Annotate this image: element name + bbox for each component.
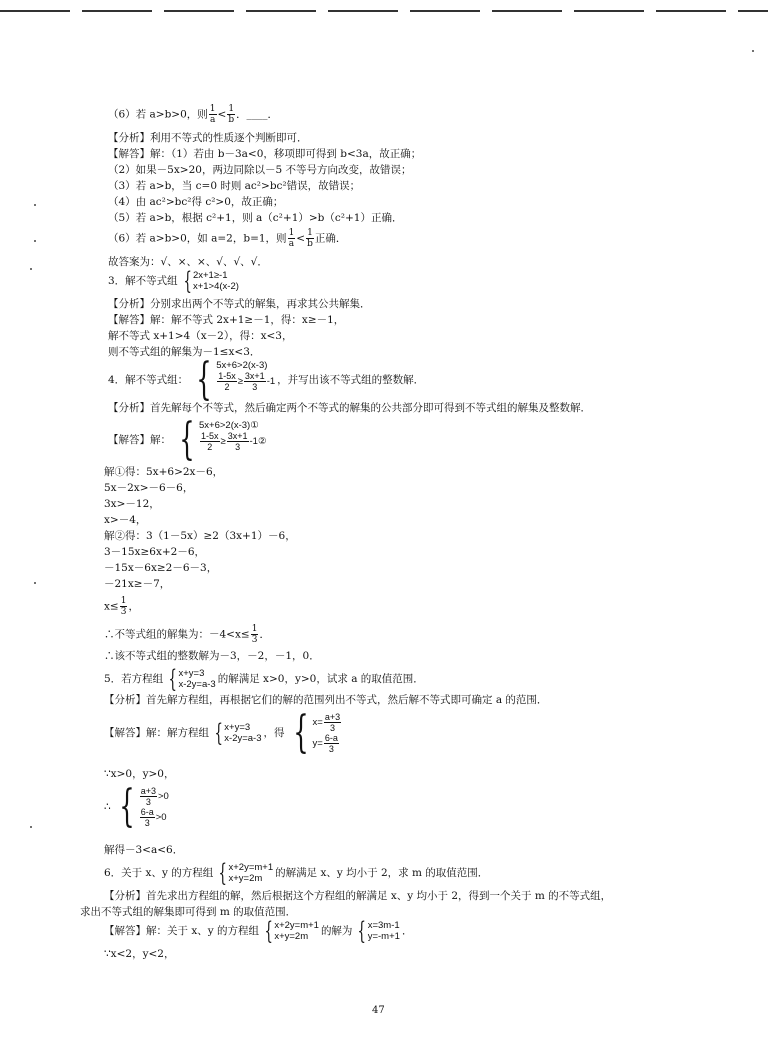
analysis-line: 【分析】分别求出两个不等式的解集，再求其公共解集． (108, 298, 371, 310)
equation-system: { x+y=3 x-2y=a-3 (168, 665, 216, 693)
text-line: ∴该不等式组的整数解为－3，－2，－1，0． (104, 650, 320, 662)
fraction: $\frac{1}{b}$ (228, 104, 235, 125)
inequality-system: { 2x+1≥-1 x+1>4(x-2) (183, 267, 239, 295)
scan-speck (34, 204, 36, 206)
text-line: x≤ $\frac{1}{3}$ ， (104, 596, 139, 617)
text-line: 解不等式 x+1>4（x－2），得：x<3， (108, 330, 293, 342)
answer-line: 【解答】解： { 5x+6>2(x-3)① $\frac{1-5x}{2}$ ≥ $\frac{3x+1}{3}$ -1② (108, 414, 267, 465)
question-4: 4．解不等式组： { 5x+6>2(x-3) $\frac{1-5x}{2}$ ≥ $\frac{3x+1}{3}$ -1 ，并写出该不等式组的整数解． (108, 354, 425, 405)
analysis-line: 【分析】首先解方程组，再根据它们的解的范围列出不等式，然后解不等式即可确定 a 的范围． (104, 694, 548, 706)
answer-line: 【解答】解：解方程组 { x+y=3 x-2y=a-3 ，得 { x= $\frac{a+3}{3}$ y= $\frac{6-a}{3}$ (104, 707, 341, 758)
fraction: $\frac{1}{3}$ (120, 596, 127, 617)
solution-system: { x= $\frac{a+3}{3}$ y= $\frac{6-a}{3}$ (292, 707, 341, 758)
inequality-system: { 5x+6>2(x-3) $\frac{1-5x}{2}$ ≥ $\frac{3x+1}{3}$ -1 (196, 354, 276, 405)
text-line: （2）如果－5x>20，两边同除以－5 不等号方向改变，故错误； (108, 164, 412, 176)
text-line: （5）若 a>b，根据 c²+1，则 a（c²+1）>b（c²+1）正确． (108, 212, 403, 224)
fraction: $\frac{1}{a}$ (209, 104, 216, 125)
page-number: 47 (372, 1005, 385, 1016)
text-line: －21x≥－7， (104, 578, 171, 590)
text-line: （6）若 a>b>0，如 a=2，b=1，则 $\frac{1}{a}$ < $\frac{1}{b}$ 正确． (108, 228, 347, 249)
text-line: 3x>－12， (104, 498, 160, 510)
scan-speck (34, 240, 36, 242)
text-line: 求出不等式组的解集即可得到 m 的取值范围． (80, 906, 297, 918)
text-line: 故答案为：√、×、×、√、√、√． (108, 256, 268, 268)
text-line: 则不等式组的解集为－1≤x<3． (108, 346, 261, 358)
inequality-system: { $\frac{a+3}{3}$ >0 $\frac{6-a}{3}$ >0 (118, 781, 169, 832)
scan-speck (752, 50, 754, 52)
analysis-line: 【分析】首先解每个不等式，然后确定两个不等式的解集的公共部分即可得到不等式组的解集及整数解． (108, 402, 591, 414)
fraction: $\frac{1}{3}$ (251, 624, 258, 645)
text-line: （3）若 a>b，当 c=0 时则 ac²>bc²错误，故错误； (108, 180, 361, 192)
analysis-line: 【分析】利用不等式的性质逐个判断即可． (108, 132, 308, 144)
scan-speck (30, 826, 32, 828)
text-line: x>－4， (104, 514, 147, 526)
analysis-line: 【分析】首先求出方程组的解，然后根据这个方程组的解满足 x、y 均小于 2，得到一个关于 m 的不等式组， (104, 890, 612, 902)
scan-top-border (0, 10, 768, 12)
question-6: 6．关于 x、y 的方程组 { x+2y=m+1 x+y=2m 的解满足 x、y 均小于 2，求 m 的取值范围． (104, 859, 489, 887)
equation-system: { x+y=3 x-2y=a-3 (214, 719, 262, 747)
scan-speck (34, 582, 36, 584)
answer-line: 【解答】解：解不等式 2x+1≥－1，得：x≥－1， (108, 314, 345, 326)
text-line: 5x－2x>－6－6， (104, 482, 194, 494)
answer-line: 【解答】解：关于 x、y 的方程组 { x+2y=m+1 x+y=2m 的解为 { x=3m-1 y=-m+1 ． (104, 917, 413, 945)
text-line: 解得－3<a<6． (104, 844, 184, 856)
text-line: ∵x<2，y<2， (104, 948, 175, 960)
fraction: $\frac{1}{b}$ (307, 228, 313, 249)
text-line: 解①得：5x+6>2x－6， (104, 466, 224, 478)
text-line: ∵x>0，y>0， (104, 768, 175, 780)
text-line: ∴ { $\frac{a+3}{3}$ >0 $\frac{6-a}{3}$ >0 (104, 781, 169, 832)
text-line: －15x－6x≥2－6－3， (104, 562, 218, 574)
solution-system: { x=3m-1 y=-m+1 (357, 917, 400, 945)
text-line: ∴不等式组的解集为：－4<x≤ $\frac{1}{3}$ ． (104, 624, 270, 645)
question-3: 3．解不等式组 { 2x+1≥-1 x+1>4(x-2) (108, 267, 239, 295)
text-line: （4）由 ac²>bc²得 c²>0，故正确； (108, 196, 284, 208)
fraction: $\frac{1}{a}$ (288, 228, 295, 249)
inequality-system: { 5x+6>2(x-3)① $\frac{1-5x}{2}$ ≥ $\frac{3x+1}{3}$ -1② (179, 414, 267, 465)
text-line: 3－15x≥6x+2－6， (104, 546, 206, 558)
scan-speck (30, 268, 32, 270)
text-line: 解②得：3（1－5x）≥2（3x+1）－6， (104, 530, 296, 542)
question-5: 5．若方程组 { x+y=3 x-2y=a-3 的解满足 x>0，y>0，试求 a 的取值范围． (104, 665, 424, 693)
text-line: （6）若 a>b>0，则 $\frac{1}{a}$ < $\frac{1}{b}$ ．____． (108, 104, 279, 125)
equation-system: { x+2y=m+1 x+y=2m (218, 859, 274, 887)
answer-line: 【解答】解：（1）若由 b－3a<0，移项即可得到 b<3a，故正确； (108, 148, 422, 160)
equation-system: { x+2y=m+1 x+y=2m (264, 917, 319, 945)
